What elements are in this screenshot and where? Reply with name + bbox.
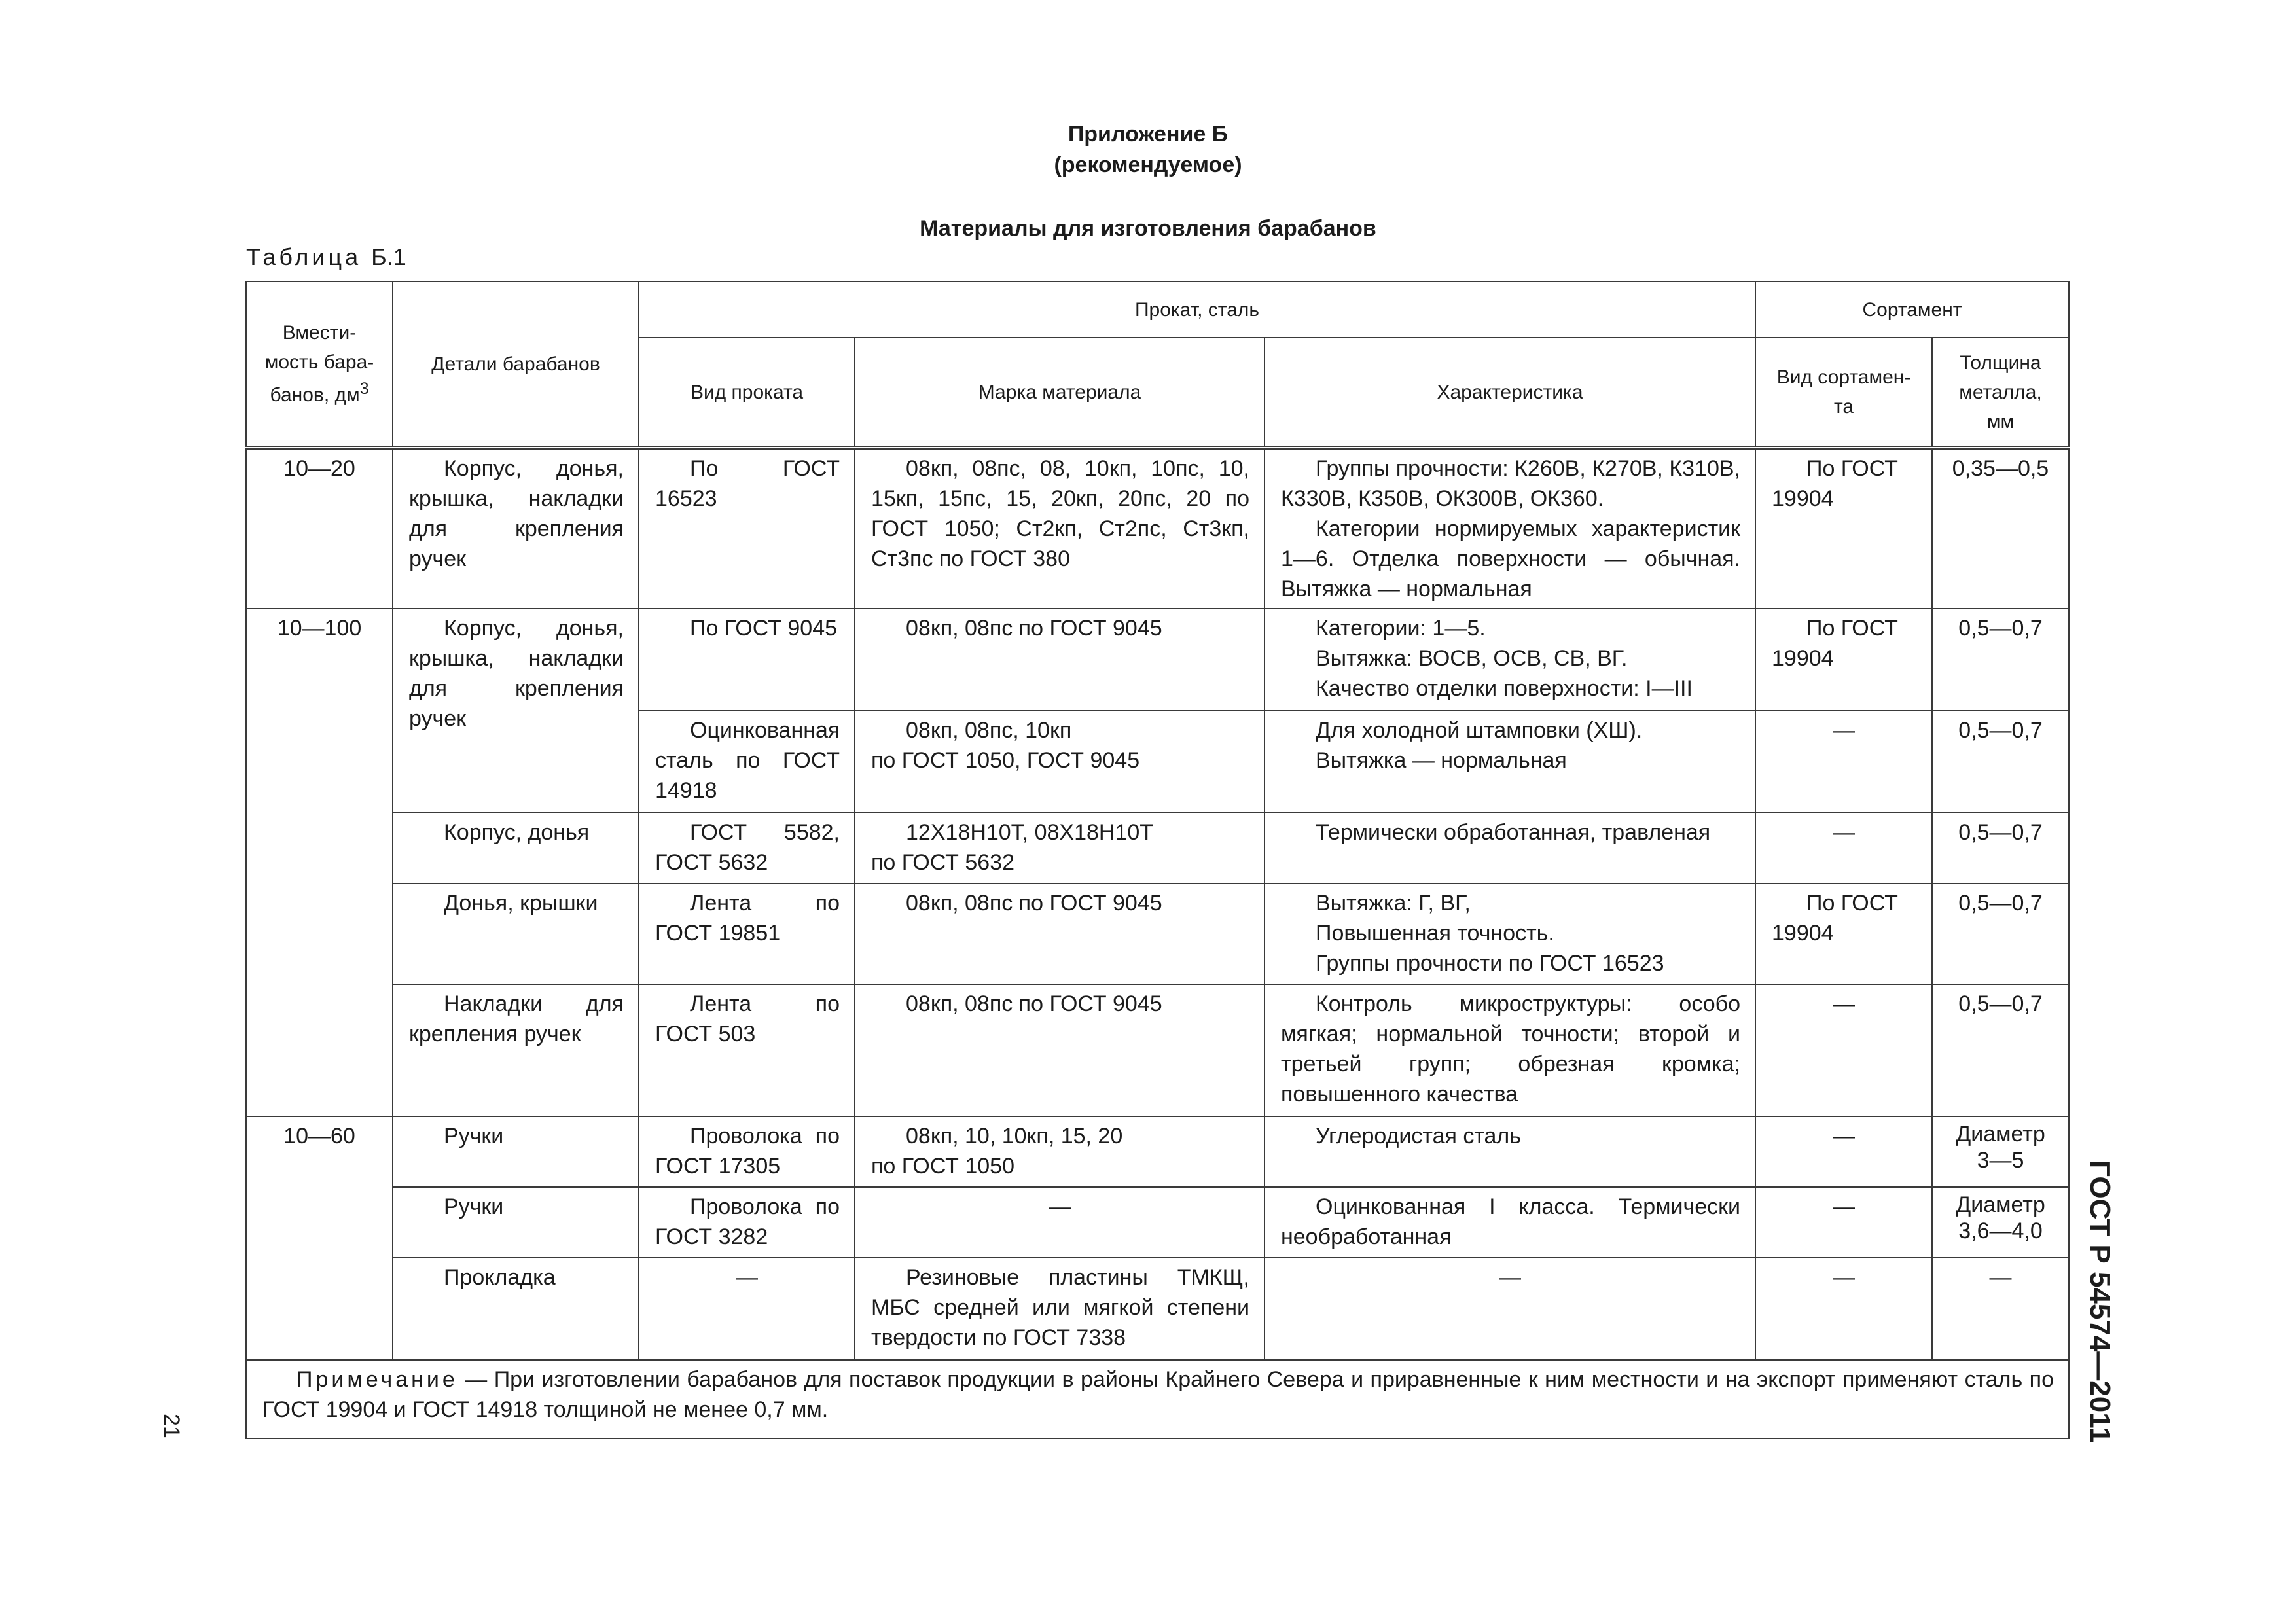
note-text: — При изготовлении барабанов для поставок продукции в районы Крайнего Севера и приравненные к ним местности и на экспорт применяют сталь по ГОСТ 19904 и ГОСТ 14918 толщиной не менее 0,7 мм. — [262, 1367, 2054, 1422]
grade-cell: — — [855, 1187, 1265, 1258]
characteristics-cell: Контроль микроструктуры: особо мягкая; нормальной точности; второй и третьей групп; обрезная кромка; повышенного качества — [1265, 984, 1755, 1116]
capacity-cell: 10—60 — [246, 1116, 393, 1360]
header-assortment-type-line: та — [1833, 396, 1854, 418]
assortment-cell: — — [1755, 1187, 1932, 1258]
thickness-cell: 0,35—0,5 — [1932, 448, 2069, 609]
materials-table — [245, 281, 2070, 1439]
rolled-cell: По ГОСТ 9045 — [639, 609, 855, 711]
thickness-cell: 0,5—0,7 — [1932, 609, 2069, 711]
characteristics-line: Группы прочности: К260В, К270В, К310В, К330В, К350В, ОК300В, ОК360. — [1281, 456, 1741, 511]
characteristics-cell: — — [1265, 1258, 1755, 1360]
assortment-cell: — — [1755, 813, 1932, 883]
characteristics-line: Категории нормируемых характеристик 1—6. Отделка поверхности — обычная. Вытяжка — нормальная — [1281, 516, 1741, 601]
header-assortment-type-line: Вид сортамен- — [1776, 366, 1911, 388]
header-capacity-sup: 3 — [359, 380, 369, 398]
header-thickness — [1932, 338, 2069, 448]
thickness-cell: — — [1932, 1258, 2069, 1360]
grade-cell: 08кп, 08пс по ГОСТ 9045 — [855, 609, 1265, 711]
parts-cell: Ручки — [393, 1116, 639, 1187]
rolled-cell: Лента по ГОСТ 503 — [639, 984, 855, 1116]
grade-line: по ГОСТ 1050 — [871, 1154, 1014, 1179]
parts-cell: Прокладка — [393, 1258, 639, 1360]
characteristics-cell: Оцинкованная I класса. Термически необработанная — [1265, 1187, 1755, 1258]
thickness-cell: 0,5—0,7 — [1932, 711, 2069, 813]
thickness-line: Диаметр — [1956, 1192, 2045, 1217]
capacity-cell: 10—100 — [246, 609, 393, 1116]
thickness-cell: 0,5—0,7 — [1932, 984, 2069, 1116]
table-row — [246, 448, 2069, 609]
note-label: Примечание — [296, 1367, 458, 1392]
characteristics-line: Для холодной штамповки (ХШ). — [1316, 718, 1643, 743]
characteristics-line: Категории: 1—5. — [1316, 616, 1486, 641]
rolled-cell: ГОСТ 5582, ГОСТ 5632 — [639, 813, 855, 883]
table-label-prefix: Таблица — [246, 243, 362, 270]
characteristics-cell: Термически обработанная, травленая — [1265, 813, 1755, 883]
grade-line: 08кп, 10, 10кп, 15, 20 — [906, 1124, 1123, 1149]
characteristics-cell — [1265, 883, 1755, 984]
header-rolled-steel: Прокат, сталь — [639, 281, 1755, 338]
thickness-line: 3,6—4,0 — [1958, 1219, 2043, 1243]
appendix-title: Приложение Б — [1067, 122, 1229, 147]
rolled-cell: Проволока по ГОСТ 3282 — [639, 1187, 855, 1258]
header-parts: Детали барабанов — [393, 281, 639, 448]
table-row — [246, 813, 2069, 883]
grade-line: по ГОСТ 5632 — [871, 850, 1014, 875]
characteristics-line: Вытяжка: ВОСВ, ОСВ, СВ, ВГ. — [1316, 646, 1628, 671]
header-assortment: Сортамент — [1755, 281, 2069, 338]
table-row — [246, 984, 2069, 1116]
table-row — [246, 1187, 2069, 1258]
rolled-cell: Лента по ГОСТ 19851 — [639, 883, 855, 984]
thickness-cell — [1932, 1187, 2069, 1258]
rolled-cell: Проволока по ГОСТ 17305 — [639, 1116, 855, 1187]
table-label — [246, 243, 406, 271]
grade-cell — [855, 711, 1265, 813]
capacity-cell: 10—20 — [246, 448, 393, 609]
parts-cell: Корпус, донья, крышка, накладки для крепления ручек — [393, 609, 639, 813]
table-title: Материалы для изготовления барабанов — [920, 216, 1376, 241]
characteristics-cell — [1265, 609, 1755, 711]
thickness-cell — [1932, 1116, 2069, 1187]
rolled-cell: — — [639, 1258, 855, 1360]
grade-cell: 08кп, 08пс, 08, 10кп, 10пс, 10, 15кп, 15пс, 15, 20кп, 20пс, 20 по ГОСТ 1050; Ст2кп, Ст2пс, Ст3кп, Ст3пс по ГОСТ 380 — [855, 448, 1265, 609]
parts-cell: Корпус, донья, крышка, накладки для крепления ручек — [393, 448, 639, 609]
table-note — [246, 1360, 2069, 1438]
header-capacity-line: мость бара- — [264, 351, 374, 373]
parts-cell: Корпус, донья — [393, 813, 639, 883]
grade-cell — [855, 1116, 1265, 1187]
parts-cell: Накладки для крепления ручек — [393, 984, 639, 1116]
header-material-grade: Марка материала — [855, 338, 1265, 448]
characteristics-line: Повышенная точность. — [1316, 921, 1554, 946]
thickness-line: Диаметр — [1956, 1122, 2045, 1147]
header-capacity — [246, 281, 393, 448]
characteristics-cell: Углеродистая сталь — [1265, 1116, 1755, 1187]
characteristics-cell — [1265, 711, 1755, 813]
header-thickness-line: мм — [1986, 410, 2015, 433]
header-assortment-type — [1755, 338, 1932, 448]
header-capacity-line: Вмести- — [282, 322, 357, 344]
header-thickness-line: Толщина — [1960, 351, 2041, 374]
table-row — [246, 883, 2069, 984]
grade-cell — [855, 813, 1265, 883]
thickness-cell: 0,5—0,7 — [1932, 883, 2069, 984]
table-label-number: Б.1 — [371, 243, 406, 270]
assortment-cell: По ГОСТ 19904 — [1755, 609, 1932, 711]
assortment-cell: — — [1755, 1258, 1932, 1360]
assortment-cell: По ГОСТ 19904 — [1755, 883, 1932, 984]
header-characteristics: Характеристика — [1265, 338, 1755, 448]
appendix-subtitle: (рекомендуемое) — [1054, 152, 1242, 177]
header-capacity-line: банов, дм — [270, 384, 360, 406]
rolled-cell: Оцинкованная сталь по ГОСТ 14918 — [639, 711, 855, 813]
table-row — [246, 1258, 2069, 1360]
parts-cell: Донья, крышки — [393, 883, 639, 984]
standard-designation: ГОСТ Р 54574—2011 — [2084, 1160, 2116, 1443]
assortment-cell: По ГОСТ 19904 — [1755, 448, 1932, 609]
grade-cell: 08кп, 08пс по ГОСТ 9045 — [855, 984, 1265, 1116]
parts-cell: Ручки — [393, 1187, 639, 1258]
header-row — [246, 281, 2069, 338]
characteristics-cell — [1265, 448, 1755, 609]
header-rolled-type: Вид проката — [639, 338, 855, 448]
assortment-cell: — — [1755, 711, 1932, 813]
note-row — [246, 1360, 2069, 1438]
characteristics-line: Группы прочности по ГОСТ 16523 — [1316, 951, 1664, 976]
grade-cell: 08кп, 08пс по ГОСТ 9045 — [855, 883, 1265, 984]
thickness-line: 3—5 — [1977, 1148, 2024, 1173]
thickness-cell: 0,5—0,7 — [1932, 813, 2069, 883]
characteristics-line: Вытяжка — нормальная — [1316, 748, 1567, 773]
rolled-cell: По ГОСТ 16523 — [639, 448, 855, 609]
assortment-cell: — — [1755, 984, 1932, 1116]
characteristics-line: Качество отделки поверхности: I—III — [1316, 676, 1693, 701]
grade-line: 12Х18Н10Т, 08Х18Н10Т — [906, 820, 1154, 845]
page-number: 21 — [159, 1414, 184, 1438]
grade-cell: Резиновые пластины ТМКЩ, МБС средней или мягкой степени твердости по ГОСТ 7338 — [855, 1258, 1265, 1360]
table-row — [246, 1116, 2069, 1187]
grade-line: по ГОСТ 1050, ГОСТ 9045 — [871, 748, 1140, 773]
characteristics-line: Вытяжка: Г, ВГ, — [1316, 891, 1471, 916]
table-row — [246, 609, 2069, 711]
grade-line: 08кп, 08пс, 10кп — [906, 718, 1072, 743]
header-thickness-line: металла, — [1959, 381, 2042, 403]
assortment-cell: — — [1755, 1116, 1932, 1187]
